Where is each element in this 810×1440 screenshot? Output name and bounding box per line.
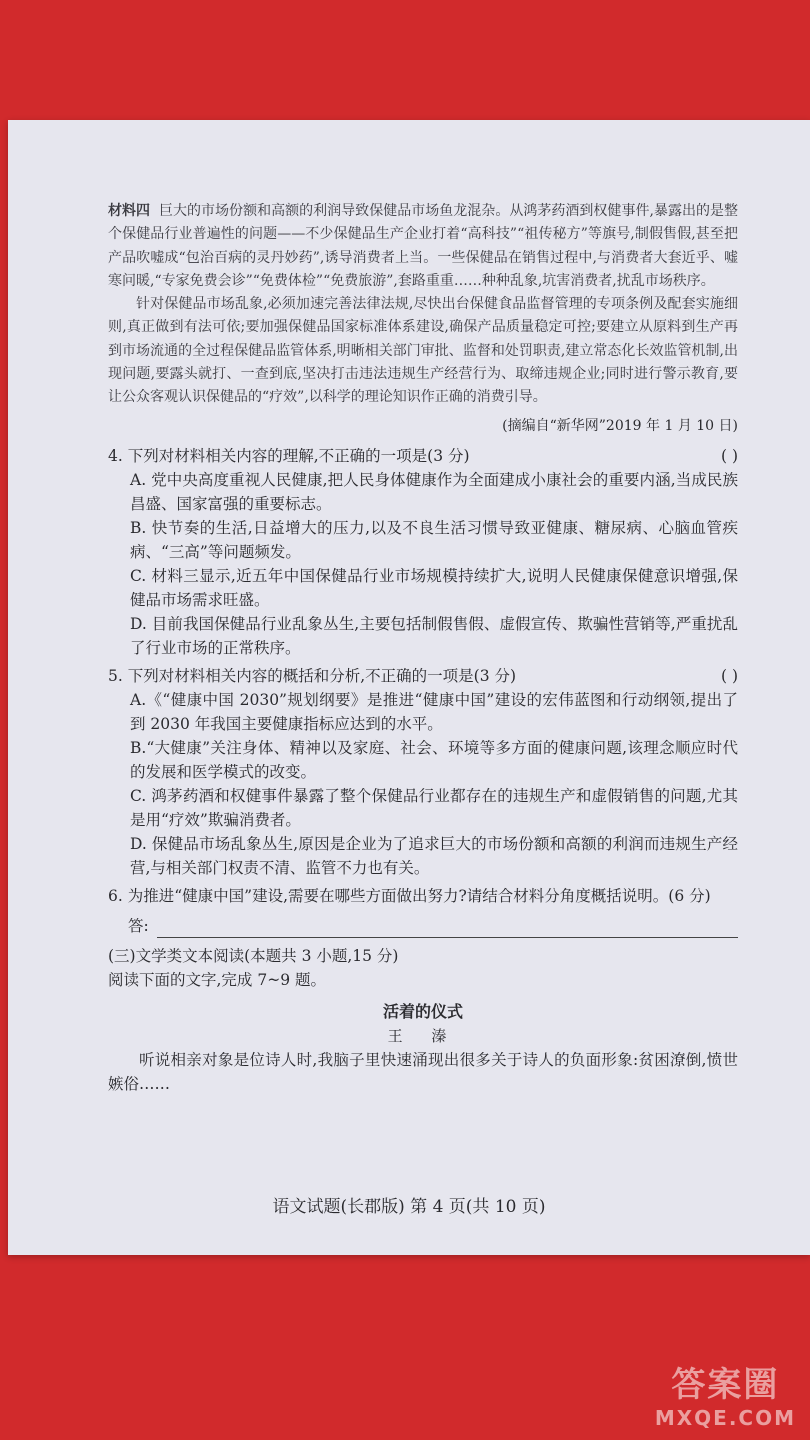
question-6-answer-line[interactable] <box>128 914 738 938</box>
question-4-option-c: C. 材料三显示,近五年中国保健品行业市场规模持续扩大,说明人民健康保健意识增强,保健品市场需求旺盛。 <box>130 566 738 609</box>
answer-underline[interactable] <box>157 919 738 938</box>
material4-paragraph-1 <box>108 200 738 293</box>
question-5-option-a: A.《“健康中国 2030”规划纲要》是推进“健康中国”建设的宏伟蓝图和行动纲领,提出了到 2030 年我国主要健康指标应达到的水平。 <box>130 690 738 733</box>
page-content <box>108 200 738 1096</box>
question-4-option-d: D. 目前我国保健品行业乱象丛生,主要包括制假售假、虚假宣传、欺骗性营销等,严重扰乱了行业市场的正常秩序。 <box>130 614 738 657</box>
question-5-option-c: C. 鸿茅药酒和权健事件暴露了整个保健品行业都存在的违规生产和虚假销售的问题,尤其是用“疗效”欺骗消费者。 <box>130 786 738 829</box>
question-5 <box>108 664 738 688</box>
question-5-answer-paren[interactable]: ( ) <box>720 666 738 685</box>
question-4-option-a: A. 党中央高度重视人民健康,把人民身体健康作为全面建成小康社会的重要内涵,当成民族昌盛、国家富强的重要标志。 <box>130 470 738 513</box>
page-footer: 语文试题(长郡版) 第 4 页(共 10 页) <box>272 1197 546 1217</box>
material4-label: 材料四 <box>108 203 151 219</box>
section-3-instruction: 阅读下面的文字,完成 7~9 题。 <box>108 970 326 989</box>
question-5-option-d: D. 保健品市场乱象丛生,原因是企业为了追求巨大的市场份额和高额的利润而违规生产经营,与相关部门权责不清、监管不力也有关。 <box>130 834 738 877</box>
passage-body: 听说相亲对象是位诗人时,我脑子里快速涌现出很多关于诗人的负面形象:贫困潦倒,愤世嫉俗…… <box>108 1050 738 1093</box>
watermark-logo-text: 答案圈 <box>671 1365 780 1405</box>
question-5-stem: 5. 下列对材料相关内容的概括和分析,不正确的一项是(3 分) <box>108 666 517 685</box>
question-5-option-b: B.“大健康”关注身体、精神以及家庭、社会、环境等多方面的健康问题,该理念顺应时代的发展和医学模式的改变。 <box>130 738 738 781</box>
passage-title: 活着的仪式 <box>382 1001 463 1021</box>
question-4 <box>108 444 738 468</box>
question-6-stem: 6. 为推进“健康中国”建设,需要在哪些方面做出努力?请结合材料分角度概括说明。(6 分) <box>108 886 711 905</box>
material4-source: (摘编自“新华网”2019 年 1 月 10 日) <box>502 417 738 434</box>
site-watermark <box>655 1357 796 1430</box>
material4-paragraph-2: 针对保健品市场乱象,必须加速完善法律法规,尽快出台保健食品监督管理的专项条例及配套实施细则,真正做到有法可依;要加强保健品国家标准体系建设,确保产品质量稳定可控;要建立从原料到生产再到市场流通的全过程保健品监管体系,明晰相关部门审批、监督和处罚职责,建立常态化长效监管机制,出现问题,要露头就打、一查到底,坚决打击违法违规生产经营行为、取缔违规企业;同时进行警示教育,要让公众客观认识保健品的“疗效”,以科学的理论知识作正确的消费引导。 <box>108 296 738 406</box>
question-4-stem: 4. 下列对材料相关内容的理解,不正确的一项是(3 分) <box>108 446 470 465</box>
question-4-answer-paren[interactable]: ( ) <box>720 446 738 465</box>
passage-author: 王 溱 <box>387 1026 459 1045</box>
watermark-url: MXQE.COM <box>654 1406 796 1430</box>
exam-paper-page <box>8 120 810 1255</box>
question-4-option-b: B. 快节奏的生活,日益增大的压力,以及不良生活习惯导致亚健康、糖尿病、心脑血管疾病、“三高”等问题频发。 <box>130 518 738 561</box>
question-6-answer-label: 答: <box>128 916 149 935</box>
section-3-heading: (三)文学类文本阅读(本题共 3 小题,15 分) <box>108 946 399 965</box>
material4-text-1: 巨大的市场份额和高额的利润导致保健品市场鱼龙混杂。从鸿茅药酒到权健事件,暴露出的是整个保健品行业普遍性的问题——不少保健品生产企业打着“高科技”“祖传秘方”等旗号,制假售假,甚至把产品吹嘘成“包治百病的灵丹妙药”,诱导消费者上当。一些保健品在销售过程中,与消费者大套近乎、嘘寒问暖,“专家免费会诊”“免费体检”“免费旅游”,套路重重……种种乱象,坑害消费者,扰乱市场秩序。 <box>108 203 739 289</box>
